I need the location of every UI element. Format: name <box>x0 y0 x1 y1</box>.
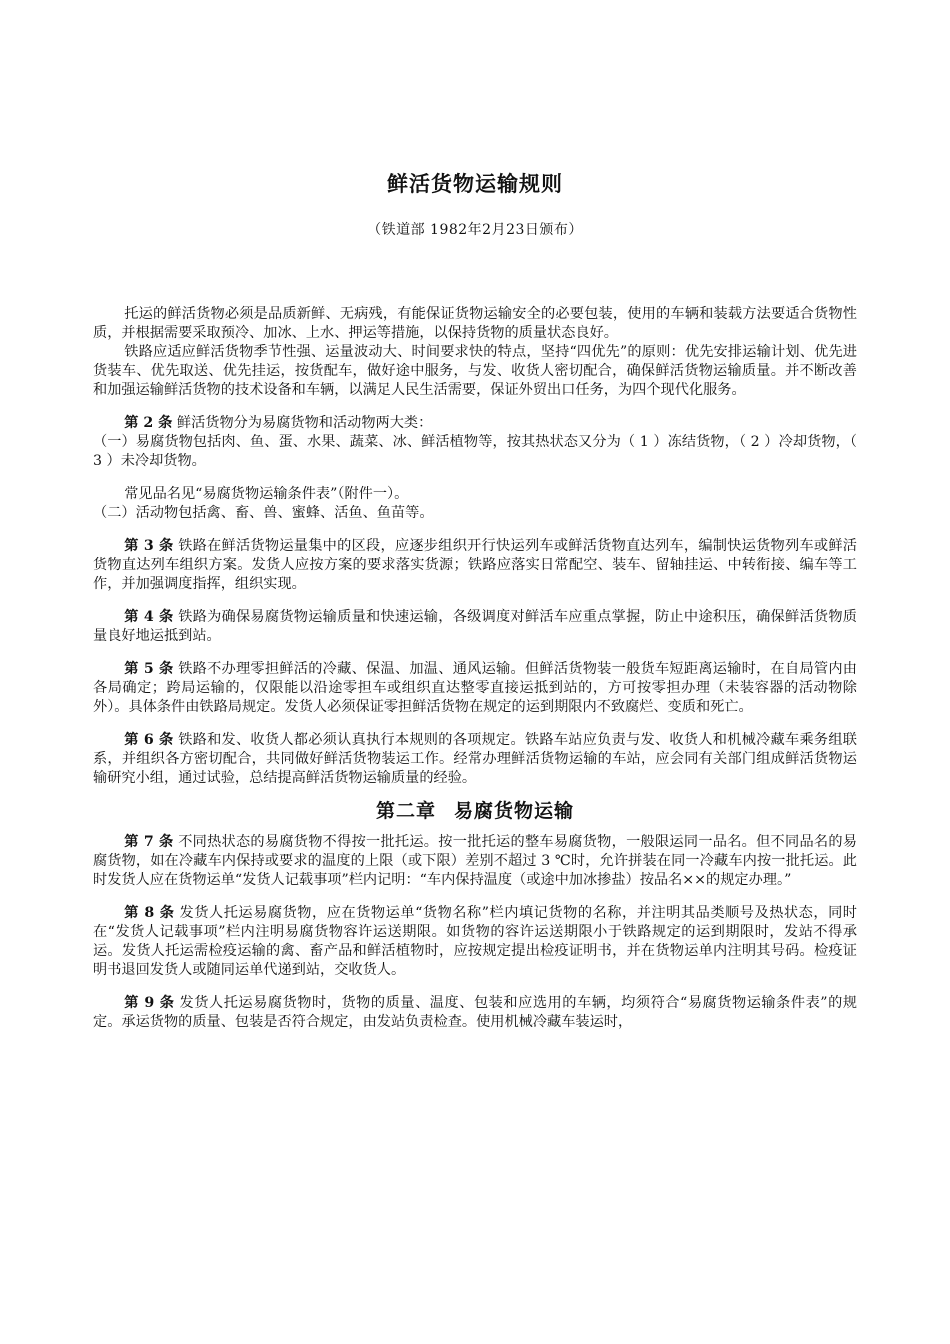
article-8-number: 第 8 条 <box>124 905 175 921</box>
article-2-note: 常见品名见“易腐货物运输条件表”（附件一）。 <box>124 486 409 502</box>
article-5-number: 第 5 条 <box>124 661 174 677</box>
article-2-number: 第 2 条 <box>124 415 173 431</box>
article-4-number: 第 4 条 <box>124 609 174 625</box>
document-body <box>93 305 857 1032</box>
article-8 <box>93 904 857 980</box>
chapter-2-name: 易腐货物运输 <box>454 800 575 822</box>
article-3-text: 铁路在鲜活货物运量集中的区段，应逐步组织开行快运列车或鲜活货物直达列车，编制快运货物列车或鲜活货物直达列车组织方案。发货人应按方案的要求落实货源；铁路应落实日常配空、装车、留轴挂运、中转衔接、编车等工作，并加强调度指挥，组织实现。 <box>93 538 857 592</box>
article-5 <box>93 660 857 717</box>
article-7 <box>93 833 857 890</box>
article-7-text: 不同热状态的易腐货物不得按一批托运。按一批托运的整车易腐货物，一般限运同一品名。但不同品名的易腐货物，如在冷藏车内保持或要求的温度的上限（或下限）差别不超过 3 ℃时，允许拼装在同一冷藏车内按一批托运。此时发货人应在货物运单“发货人记载事项”栏内记明：“车内保持温度（或途中加冰掺盐）按品名××的规定办理。” <box>93 834 857 888</box>
article-6-text: 铁路和发、收货人都必须认真执行本规则的各项规定。铁路车站应负责与发、收货人和机械冷藏车乘务组联系，并组织各方密切配合，共同做好鲜活货物装运工作。经常办理鲜活货物运输的车站，应会同有关部门组成鲜活货物运输研究小组，通过试验，总结提高鲜活货物运输质量的经验。 <box>93 732 857 786</box>
article-8-text: 发货人托运易腐货物，应在货物运单“货物名称”栏内填记货物的名称，并注明其品类顺号及热状态，同时在“发货人记载事项”栏内注明易腐货物容许运送期限。如货物的容许运送期限小于铁路规定的运到期限时，发站不得承运。发货人托运需检疫运输的禽、畜产品和鲜活植物时，应按规定提出检疫证明书，并在货物运单内注明其号码。检疫证明书退回发货人或随同运单代递到站，交收货人。 <box>93 905 857 978</box>
article-2-text: 鲜活货物分为易腐货物和活动物两大类： <box>176 415 433 431</box>
article-4-text: 铁路为确保易腐货物运输质量和快速运输，各级调度对鲜活车应重点掌握，防止中途积压，确保鲜活货物质量良好地运抵到站。 <box>93 609 857 644</box>
article-7-number: 第 7 条 <box>124 834 174 850</box>
intro-paragraph-1: 托运的鲜活货物必须是品质新鲜、无病残，有能保证货物运输安全的必要包装，使用的车辆和装载方法要适合货物性质，并根据需要采取预冷、加冰、上水、押运等措施，以保持货物的质量状态良好。 <box>93 306 857 341</box>
article-6 <box>93 731 857 788</box>
article-6-number: 第 6 条 <box>124 732 174 748</box>
chapter-2-heading <box>93 802 857 821</box>
article-2-item-2: （二）活动物包括禽、畜、兽、蜜蜂、活鱼、鱼苗等。 <box>93 505 434 521</box>
article-4 <box>93 608 857 646</box>
article-9 <box>93 994 857 1032</box>
article-3-number: 第 3 条 <box>124 538 174 554</box>
article-9-number: 第 9 条 <box>124 995 175 1011</box>
chapter-2-number: 第二章 <box>375 800 436 822</box>
article-9-text: 发货人托运易腐货物时，货物的质量、温度、包装和应选用的车辆，均须符合“易腐货物运输条件表”的规定。承运货物的质量、包装是否符合规定，由发站负责检查。使用机械冷藏车装运时， <box>93 995 857 1030</box>
document-title: 鲜活货物运输规则 <box>387 171 563 196</box>
intro-paragraph-2: 铁路应适应鲜活货物季节性强、运量波动大、时间要求快的特点，坚持“四优先”的原则：优先安排运输计划、优先进货装车、优先取送、优先挂运，按货配车，做好途中服务，与发、收货人密切配合，确保鲜活货物运输质量。并不断改善和加强运输鲜活货物的技术设备和车辆，以满足人民生活需要，保证外贸出口任务，为四个现代化服务。 <box>93 344 857 398</box>
article-2-item-1: （一）易腐货物包括肉、鱼、蛋、水果、蔬菜、冰、鲜活植物等，按其热状态又分为（ 1 ）冻结货物，（ 2 ）冷却货物，（ 3 ）未冷却货物。 <box>93 434 857 469</box>
article-3 <box>93 537 857 594</box>
article-2 <box>93 414 857 433</box>
article-5-text: 铁路不办理零担鲜活的冷藏、保温、加温、通风运输。但鲜活货物装一般货车短距离运输时，在自局管内由各局确定；跨局运输的，仅限能以沿途零担车或组织直达整零直接运抵到站的，方可按零担办理（未装容器的活动物除外）。具体条件由铁路局规定。发货人必须保证零担鲜活货物在规定的运到期限内不致腐烂、变质和死亡。 <box>93 661 857 715</box>
document-subtitle: （铁道部 1982年2月23日颁布） <box>367 222 583 238</box>
